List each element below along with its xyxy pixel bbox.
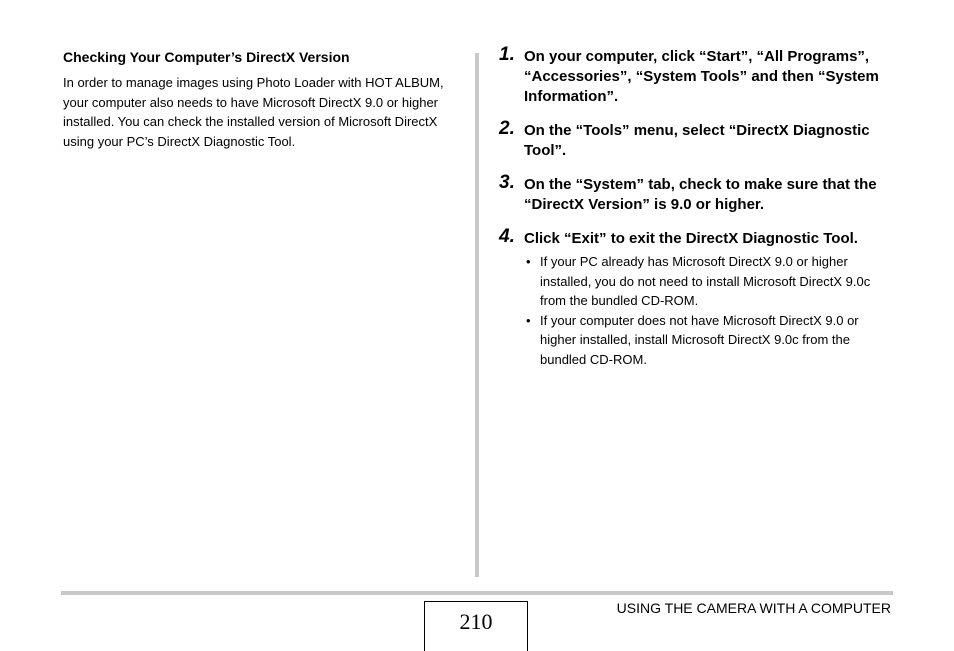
intro-paragraph: In order to manage images using Photo Loader with HOT ALBUM, your computer also needs to have Microsoft DirectX 9.0 or higher installed. You can check the installed version of Microsoft DirectX using your PC’s DirectX Diagnostic Tool. <box>63 75 444 149</box>
step-number: 2. <box>499 118 515 139</box>
step-1 <box>497 44 897 107</box>
steps-column <box>497 44 897 383</box>
note-item <box>524 252 896 311</box>
section-title: USING THE CAMERA WITH A COMPUTER <box>616 600 891 616</box>
note-list <box>524 252 897 369</box>
column-divider <box>475 53 479 577</box>
step-2 <box>497 118 897 161</box>
footer-rule <box>61 591 893 595</box>
page-number: 210 <box>459 609 493 634</box>
step-text: On the “Tools” menu, select “DirectX Diagnostic Tool”. <box>524 122 870 159</box>
step-number: 1. <box>499 44 515 65</box>
step-3 <box>497 172 897 215</box>
left-column <box>63 47 463 151</box>
step-text: On the “System” tab, check to make sure that the “DirectX Version” is 9.0 or higher. <box>524 176 877 213</box>
note-text: If your computer does not have Microsoft DirectX 9.0 or higher installed, install Microsoft DirectX 9.0c from the bundled CD-ROM. <box>540 312 859 367</box>
bullet-icon: • <box>526 254 531 269</box>
note-item <box>524 311 896 370</box>
bullet-icon: • <box>526 312 531 328</box>
note-text: If your PC already has Microsoft DirectX 9.0 or higher installed, you do not need to install Microsoft DirectX 9.0c from the bundled CD-ROM. <box>540 254 871 308</box>
step-text: On your computer, click “Start”, “All Programs”, “Accessories”, “System Tools” and then “System Information”. <box>524 48 879 105</box>
page-number-box <box>424 601 528 651</box>
step-4 <box>497 226 897 369</box>
step-number: 4. <box>499 226 515 247</box>
step-text: Click “Exit” to exit the DirectX Diagnostic Tool. <box>524 230 858 247</box>
step-number: 3. <box>499 172 515 193</box>
section-heading: Checking Your Computer’s DirectX Version <box>63 49 350 65</box>
